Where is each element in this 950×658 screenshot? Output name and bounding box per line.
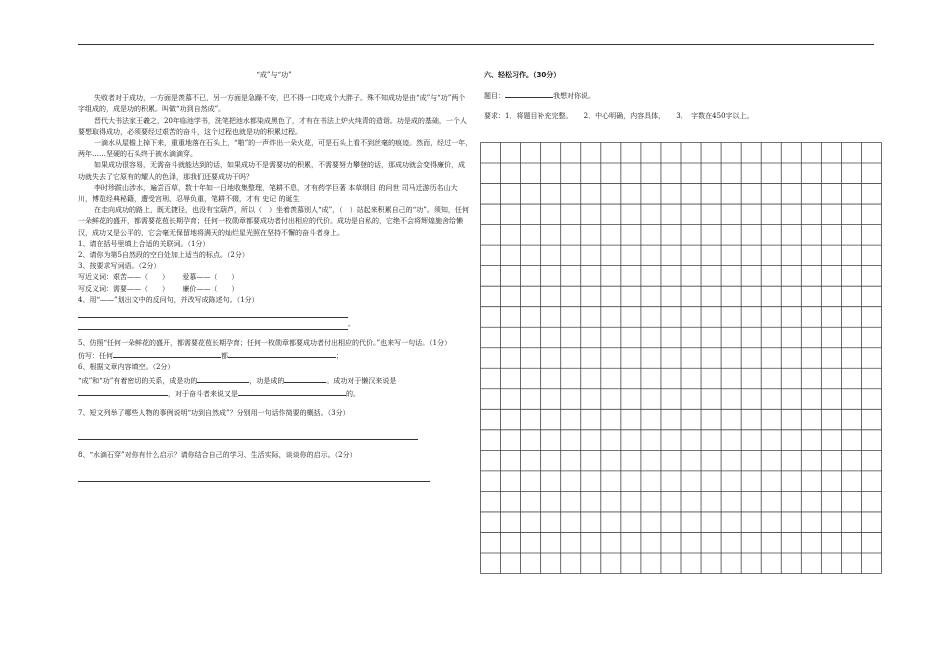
question-6: 6、根据文章内容填空。（2分） xyxy=(78,363,175,372)
requirements-label: 要求： xyxy=(484,112,505,120)
composition-topic xyxy=(484,89,884,102)
question-6-text-e: 的。 xyxy=(346,389,360,398)
question-5: 5、仿照“任何一朵鲜花的盛开，都需要花苞长期孕育；任何一枚勋章都要成功者付出相应的代价。”也来写一句话。（1分） xyxy=(78,339,452,348)
requirement-1: 1．将题目补充完整。 xyxy=(505,112,573,120)
question-6-text-a: “成”和“功”有着密切的关系，成是功的 xyxy=(78,376,198,385)
passage-paragraph-4: 如果成功很容易，无需奋斗就能达到的话，如果成功不是需要功的积累，不需要努力攀登的话，那成功就会变得廉价，成功就失去了它原有的耀人的色泽，那我们还要成功干吗？ xyxy=(78,161,465,181)
answer-line-7[interactable] xyxy=(78,428,418,440)
question-2: 2、请你为第5自然段的空白处加上适当的标点。（2分） xyxy=(78,251,249,260)
composition-heading: 六、轻松习作。（30分） xyxy=(484,71,561,79)
reading-section xyxy=(78,70,476,482)
answer-blank-6b[interactable] xyxy=(284,374,326,383)
answer-blank-6c[interactable] xyxy=(78,387,168,396)
synonym-item-2[interactable]: 爱慕——（ ） xyxy=(182,273,239,282)
question-5-answer xyxy=(78,349,470,362)
question-3-antonyms xyxy=(78,284,470,295)
answer-blank-5b[interactable] xyxy=(228,349,336,358)
question-6-text-c: 。成功对于懒汉来说是 xyxy=(326,376,397,385)
answer-line-4b-row xyxy=(78,318,470,330)
answer-line-8[interactable] xyxy=(78,470,430,482)
question-3-synonyms xyxy=(78,272,470,283)
question-5-mid: 都 xyxy=(221,352,228,361)
passage-paragraph-3: 一滴水从屋檐上掉下来，重重地落在石头上，“啪”的一声炸出一朵火花，可是石头上看不到丝毫的痕迹。然而，经过一年， 两年……坚硬的石头终于被水滴滴穿。 xyxy=(78,139,476,159)
question-4-end: 。 xyxy=(348,319,355,328)
passage-title: “成”与“功” xyxy=(256,71,292,79)
passage-paragraph-5: 李时珍跋山涉水，遍尝百草，数十年如一日地收集整理，笔耕不息，才有药学巨著 本草纲目 的问世 司马迁游历名山大川，博览经典秘籍，遭受宫刑，忍辱负重，笔耕不辍，才有 史记 的诞生 xyxy=(78,183,458,204)
question-4: 4、用“——”划出文中的反问句，并改写成陈述句。（1分） xyxy=(78,295,259,304)
question-3: 3、按要求写词语。（2分） xyxy=(78,262,161,271)
answer-blank-6d[interactable] xyxy=(238,387,346,396)
question-5-end: ； xyxy=(336,352,343,361)
requirement-3: 3． 字数在450字以上。 xyxy=(676,112,754,120)
topic-blank[interactable] xyxy=(505,89,553,98)
writing-grid[interactable] xyxy=(480,142,882,574)
answer-line-4a[interactable] xyxy=(78,306,348,318)
question-6-text-d: ，对于奋斗者来说又是 xyxy=(168,389,238,398)
synonym-item-1[interactable]: 艰苦——（ ） xyxy=(113,273,169,282)
question-6-line-1 xyxy=(78,374,470,387)
composition-requirements xyxy=(484,111,884,122)
question-6-text-b: ，功是成的 xyxy=(249,376,285,385)
passage-paragraph-1: 失败者对于成功，一方面是羡慕不已，另一方面是急躁不安，巴不得一口吃成个大胖子。殊不知成功是由“成”与“功”两个字组成的，成是功的积累。叫做“功到自然成”。 xyxy=(78,94,466,114)
topic-suffix: 我想对你说。 xyxy=(553,92,595,100)
answer-blank-5a[interactable] xyxy=(113,349,221,358)
antonym-item-2[interactable]: 廉价——（ ） xyxy=(182,284,239,293)
requirement-2: 2．中心明确，内容具体， xyxy=(583,112,666,120)
antonym-label: 写反义词： xyxy=(78,284,113,293)
passage-paragraph-2: 晋代大书法家王羲之，20年临池学书，洗笔把池水都染成黑色了，才有在书法上炉火纯青的造诣。功是成的基础，一个人要想取得成功，必须要经过艰苦的奋斗，这个过程也就是功的积累过程。 xyxy=(78,116,467,136)
answer-line-4b[interactable] xyxy=(78,318,348,330)
question-8: 8、“水滴石穿”对你有什么启示？请你结合自己的学习、生活实际，谈谈你的启示。（2分） xyxy=(78,451,357,460)
antonym-item-1[interactable]: 需要——（ ） xyxy=(113,284,169,293)
synonym-label: 写近义词： xyxy=(78,273,113,282)
answer-blank-6a[interactable] xyxy=(197,374,249,383)
passage-paragraph-6: 在走向成功的路上，既无捷径，也没有宝葫芦，所以（ ）坐着羡慕别人“成”，（ ）站起来积累自己的“功”。须知，任何一朵鲜花的盛开，都需要花苞长期孕育；任何一枚勋章都要成功者付出相应的代价。成功是自私的，它绝不会将辉煌施舍给懒汉，成功又是公平的，它会毫无保留地将满天的灿烂星光照在坚持不懈的奋斗者身上。 xyxy=(78,206,469,237)
question-1: 1、请在括号里填上合适的关联词。（1分） xyxy=(78,239,210,248)
composition-section xyxy=(484,70,884,122)
question-7: 7、短文列举了哪些人物的事例说明“功到自然成”？分别用一句话作简要的概括。（3分） xyxy=(78,409,350,418)
header-rule xyxy=(78,44,874,45)
writing-grid-lines xyxy=(480,142,882,574)
question-5-prefix: 仿写：任何 xyxy=(78,352,113,361)
topic-label: 题目： xyxy=(484,92,505,100)
question-6-line-2 xyxy=(78,387,470,400)
